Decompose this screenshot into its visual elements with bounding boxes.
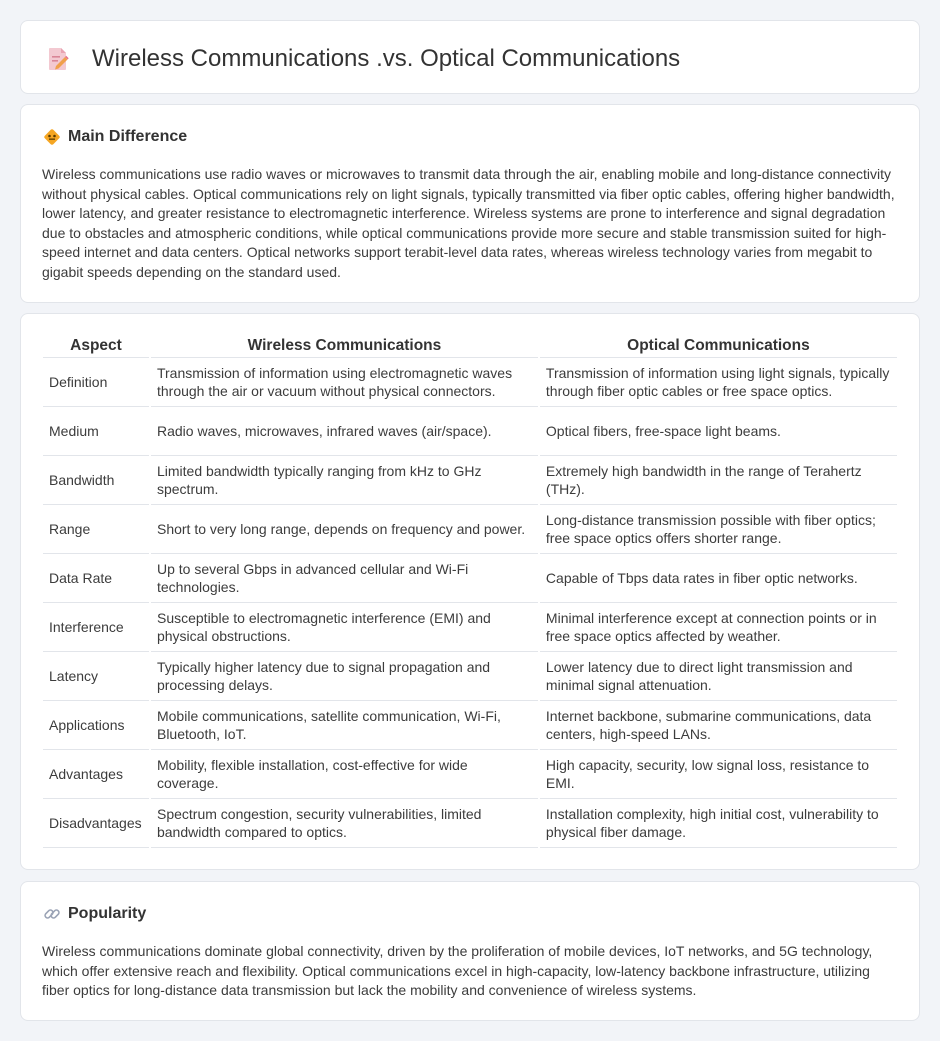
row-optical: Installation complexity, high initial cost, vulnerability to physical fiber damage.	[540, 799, 897, 848]
row-optical: Minimal interference except at connection points or in free space optics affected by weather.	[540, 603, 897, 652]
popularity-section	[20, 881, 920, 1021]
row-wireless: Transmission of information using electromagnetic waves through the air or vacuum without physical connectors.	[151, 358, 538, 407]
row-optical: Capable of Tbps data rates in fiber optic networks.	[540, 554, 897, 603]
main-difference-heading: Main Difference	[68, 128, 188, 145]
column-header-wireless: Wireless Communications	[151, 334, 538, 358]
row-optical: Lower latency due to direct light transmission and minimal signal attenuation.	[540, 652, 897, 701]
table-row	[43, 505, 897, 554]
table-row	[43, 554, 897, 603]
main-difference-section	[20, 104, 920, 303]
popularity-heading: Popularity	[68, 905, 147, 922]
row-aspect: Medium	[43, 407, 149, 456]
row-wireless: Radio waves, microwaves, infrared waves (air/space).	[151, 407, 538, 456]
row-wireless: Short to very long range, depends on frequency and power.	[151, 505, 538, 554]
page-title: Wireless Communications .vs. Optical Communications	[92, 45, 681, 72]
row-optical: Extremely high bandwidth in the range of Terahertz (THz).	[540, 456, 897, 505]
table-row	[43, 456, 897, 505]
table-row	[43, 652, 897, 701]
table-row	[43, 358, 897, 407]
row-aspect: Data Rate	[43, 554, 149, 603]
popularity-header	[43, 904, 146, 924]
link-icon	[43, 905, 61, 923]
popularity-text: Wireless communications dominate global connectivity, driven by the proliferation of mobile devices, IoT networks, and 5G technology, which offer extensive reach and flexibility. Optical communications excel in high-capacity, low-latency backbone infrastructure, utilizing fiber optics for long-distance data transmission but lack the mobility and convenience of wireless systems.	[42, 943, 873, 998]
table-row	[43, 701, 897, 750]
row-optical: High capacity, security, low signal loss, resistance to EMI.	[540, 750, 897, 799]
row-aspect: Interference	[43, 603, 149, 652]
row-aspect: Bandwidth	[43, 456, 149, 505]
table-row	[43, 407, 897, 456]
row-wireless: Mobility, flexible installation, cost-effective for wide coverage.	[151, 750, 538, 799]
row-aspect: Definition	[43, 358, 149, 407]
row-wireless: Susceptible to electromagnetic interference (EMI) and physical obstructions.	[151, 603, 538, 652]
table-row	[43, 799, 897, 848]
table-header-row	[43, 334, 897, 358]
comparison-table	[41, 334, 899, 848]
warning-diamond-icon	[43, 128, 61, 146]
row-wireless: Up to several Gbps in advanced cellular and Wi-Fi technologies.	[151, 554, 538, 603]
main-difference-header	[43, 127, 187, 147]
row-aspect: Disadvantages	[43, 799, 149, 848]
column-header-aspect: Aspect	[43, 334, 149, 358]
comparison-section	[20, 313, 920, 870]
row-aspect: Range	[43, 505, 149, 554]
document-edit-icon	[47, 47, 69, 71]
table-row	[43, 603, 897, 652]
row-aspect: Latency	[43, 652, 149, 701]
row-aspect: Applications	[43, 701, 149, 750]
row-wireless: Limited bandwidth typically ranging from kHz to GHz spectrum.	[151, 456, 538, 505]
row-optical: Transmission of information using light signals, typically through fiber optic cables or free space optics.	[540, 358, 897, 407]
row-wireless: Typically higher latency due to signal propagation and processing delays.	[151, 652, 538, 701]
row-optical: Internet backbone, submarine communications, data centers, high-speed LANs.	[540, 701, 897, 750]
row-aspect: Advantages	[43, 750, 149, 799]
row-optical: Long-distance transmission possible with fiber optics; free space optics offers shorter range.	[540, 505, 897, 554]
title-card	[20, 20, 920, 94]
table-row	[43, 750, 897, 799]
row-wireless: Mobile communications, satellite communication, Wi-Fi, Bluetooth, IoT.	[151, 701, 538, 750]
main-difference-text: Wireless communications use radio waves or microwaves to transmit data through the air, enabling mobile and long-distance connectivity without physical cables. Optical communications rely on light signals, typically transmitted via fiber optic cables, offering higher bandwidth, lower latency, and greater resistance to electromagnetic interference. Wireless systems are prone to interference and signal degradation due to obstacles and atmospheric conditions, while optical communications provide more secure and stable transmission suited for high-speed internet and data centers. Optical networks support terabit-level data rates, whereas wireless technology varies from megabit to gigabit speeds depending on the standard used.	[42, 166, 895, 280]
row-wireless: Spectrum congestion, security vulnerabilities, limited bandwidth compared to optics.	[151, 799, 538, 848]
column-header-optical: Optical Communications	[540, 334, 897, 358]
row-optical: Optical fibers, free-space light beams.	[540, 407, 897, 456]
